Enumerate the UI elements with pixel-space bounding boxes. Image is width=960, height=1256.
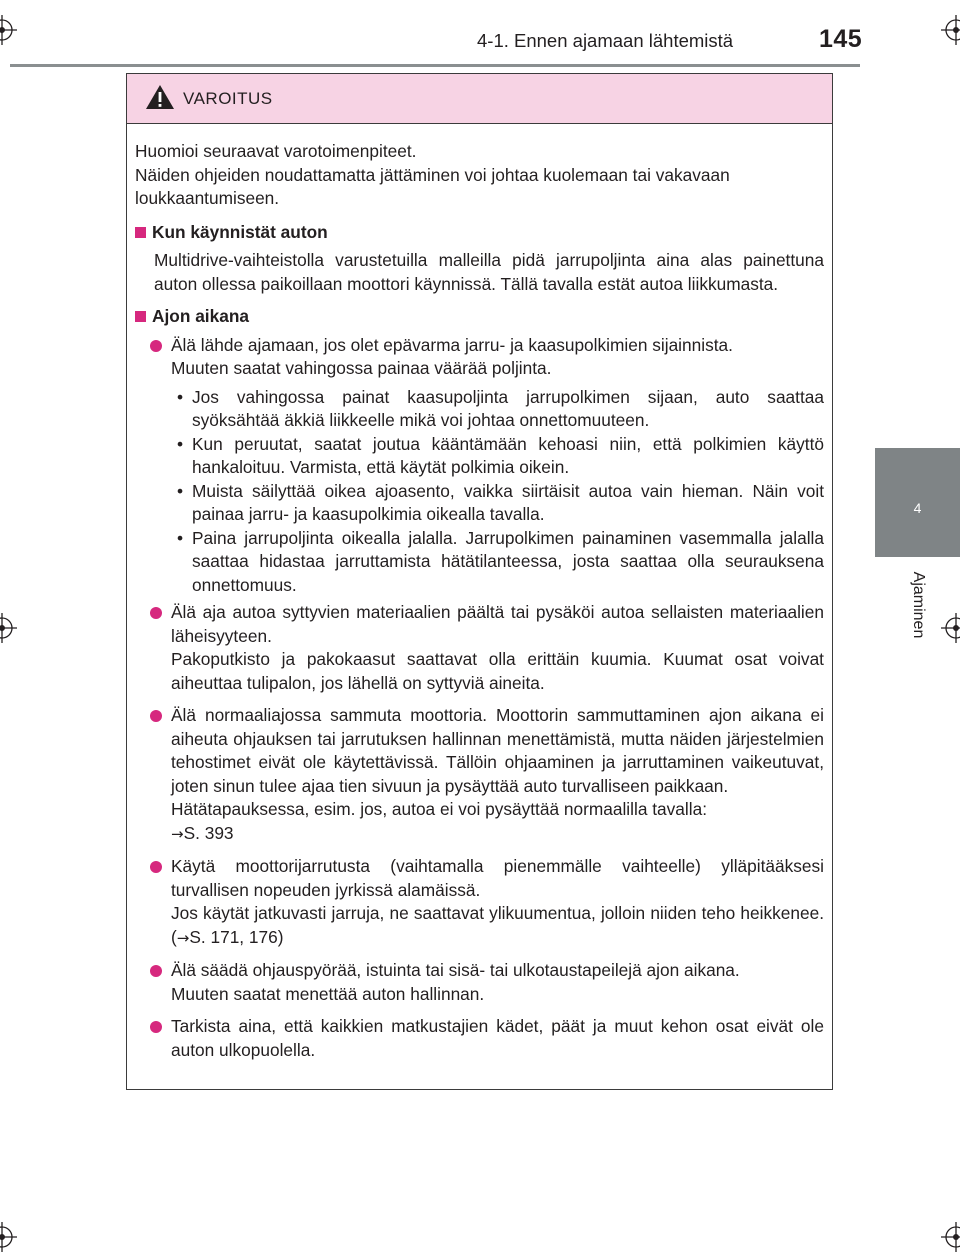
- section-heading-text: Kun käynnistät auton: [152, 221, 328, 242]
- registration-mark-icon: [0, 1222, 17, 1252]
- chapter-label: Ajaminen: [910, 571, 927, 639]
- registration-mark-icon: [941, 15, 960, 45]
- bullet-text-part: Jos käytät jatkuvasti jarruja, ne saattavat ylikuumentua, jolloin niiden teho heikkenee. (: [171, 903, 824, 947]
- chapter-tab: [875, 448, 960, 557]
- sub-bullet-icon: •: [177, 527, 184, 548]
- warning-header: [127, 74, 832, 124]
- registration-mark-icon: [0, 613, 17, 643]
- sub-list-item: [171, 433, 824, 480]
- circle-bullet-icon: [150, 1021, 162, 1033]
- page-number: 145: [819, 25, 863, 53]
- bullet-text-secondary: [171, 902, 824, 950]
- page-reference: [171, 822, 824, 847]
- intro-line: Huomioi seuraavat varotoimenpiteet.: [135, 141, 417, 161]
- registration-mark-icon: [0, 15, 17, 45]
- section-heading: [135, 305, 824, 329]
- bullet-text: Käytä moottorijarrutusta (vaihtamalla pienemmälle vaihteelle) ylläpitääksesi turvallisen nopeuden jyrkissä alamäissä.: [171, 856, 824, 900]
- bullet-text: Älä säädä ohjauspyörää, istuinta tai sisä- tai ulkotaustapeilejä ajon aikana.: [171, 960, 740, 980]
- bullet-item: [135, 704, 824, 846]
- registration-mark-icon: [941, 613, 960, 643]
- circle-bullet-icon: [150, 861, 162, 873]
- section-heading: [135, 221, 824, 245]
- reference-arrow-icon: →: [171, 824, 184, 843]
- sub-list-item: [171, 527, 824, 598]
- warning-intro: [135, 140, 824, 211]
- sub-list-item: [171, 386, 824, 433]
- sub-item-text: Kun peruutat, saatat joutua kääntämään kehoasi niin, että polkimien käyttö hankaloituu. Varmista, että käytät polkimia oikein.: [192, 433, 824, 477]
- bullet-text-secondary: Hätätapauksessa, esim. jos, autoa ei voi pysäyttää normaalilla tavalla:: [171, 799, 707, 819]
- sub-list: [135, 386, 824, 598]
- reference-text: S. 171, 176): [189, 926, 284, 947]
- bullet-item: [135, 1015, 824, 1062]
- reference-text: S. 393: [183, 822, 234, 843]
- sub-bullet-icon: •: [177, 480, 184, 501]
- warning-title: VAROITUS: [183, 89, 273, 108]
- square-bullet-icon: [135, 227, 146, 238]
- chapter-number: 4: [913, 500, 922, 516]
- bullet-text: Älä aja autoa syttyvien materiaalien päältä tai pysäköi autoa sellaisten materiaalien läheisyyteen.: [171, 602, 824, 646]
- registration-mark-icon: [941, 1222, 960, 1252]
- section-title: 4-1. Ennen ajamaan lähtemistä: [477, 30, 734, 51]
- bullet-text-secondary: Muuten saatat menettää auton hallinnan.: [171, 983, 485, 1004]
- bullet-text: Älä lähde ajamaan, jos olet epävarma jarru- ja kaasupolkimien sijainnista.: [171, 334, 733, 355]
- bullet-text: Tarkista aina, että kaikkien matkustajien kädet, päät ja muut kehon osat eivät ole auton ulkopuolella.: [171, 1016, 824, 1060]
- warning-triangle-icon: [145, 84, 175, 115]
- reference-arrow-icon: →: [176, 928, 190, 947]
- section-text: Multidrive-vaihteistolla varustetuilla malleilla pidä jarrupoljinta aina alas painettuna auton ollessa paikoillaan moottori käynnissä. Tällä tavalla estät autoa liikkumasta.: [154, 250, 824, 294]
- bullet-text-secondary: Muuten saatat vahingossa painaa väärää poljinta.: [171, 358, 552, 378]
- bullet-item: [135, 334, 824, 381]
- sub-item-text: Paina jarrupoljinta oikealla jalalla. Jarrupolkimen painaminen vasemmalla jalalla saattaa hidastaa jarruttamista hätätilanteessa, josta saattaa olla seurauksena onnettomuus.: [192, 527, 824, 595]
- bullet-item: [135, 855, 824, 950]
- intro-line: Näiden ohjeiden noudattamatta jättäminen voi johtaa kuolemaan tai vakavaan loukkaantumiseen.: [135, 164, 730, 208]
- circle-bullet-icon: [150, 965, 162, 977]
- sub-item-text: Jos vahingossa painat kaasupoljinta jarrupolkimen sijaan, auto saattaa syöksähtää äkkiä liikkeelle mikä voi johtaa onnettomuuteen.: [192, 386, 824, 430]
- section-heading-text: Ajon aikana: [152, 306, 249, 326]
- sub-item-text: Muista säilyttää oikea ajoasento, vaikka siirtäisit autoa vain hieman. Näin voit painaa jarru- ja kaasupolkimia oikealla tavalla.: [192, 480, 824, 524]
- bullet-item: [135, 959, 824, 1006]
- bullet-text: Älä normaaliajossa sammuta moottoria. Moottorin sammuttaminen ajon aikana ei aiheuta ohjauksen tai jarrutuksen hallinnan menettämistä, mutta näiden järjestelmien tehostimet eivät ole käytettävissä. Tällöin ohjaaminen ja jarruttaminen vaikeutuvat, joten sinun tulee ajaa tien sivuun ja pysäyttää auto turvalliseen paikkaan.: [171, 705, 824, 796]
- bullet-text-secondary: Pakoputkisto ja pakokaasut saattavat olla erittäin kuumia. Kuumat osat voivat aiheuttaa tulipalon, jos lähellä on syttyviä aineita.: [171, 649, 824, 693]
- square-bullet-icon: [135, 311, 146, 322]
- circle-bullet-icon: [150, 710, 162, 722]
- header-rule: [10, 64, 860, 67]
- sub-bullet-icon: •: [177, 386, 184, 407]
- circle-bullet-icon: [150, 340, 162, 352]
- sub-list-item: [171, 480, 824, 527]
- warning-body: [127, 124, 832, 1062]
- bullet-item: [135, 601, 824, 695]
- sub-bullet-icon: •: [177, 433, 184, 454]
- circle-bullet-icon: [150, 607, 162, 619]
- warning-box: [126, 73, 833, 1090]
